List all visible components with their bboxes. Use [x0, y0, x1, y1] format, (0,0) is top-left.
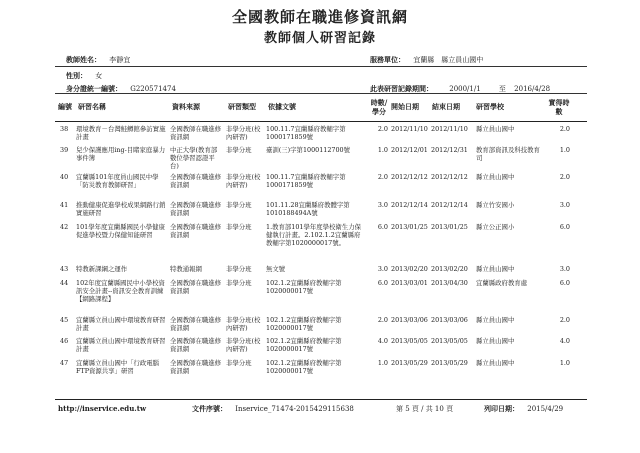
row-hours: 2.0: [377, 316, 388, 324]
id-value: G220571474: [130, 85, 176, 93]
period-label: 此表研習記錄期間：: [370, 84, 433, 93]
period-start: 2000/1/1: [449, 85, 481, 93]
row-type: 非學分班(校內研習): [226, 125, 261, 142]
row-start: 2013/02/20: [391, 265, 428, 273]
row-num: 41: [60, 201, 69, 209]
page-info: 第 5 頁 / 共 10 頁: [396, 405, 454, 413]
row-start: 2013/05/29: [391, 359, 428, 367]
print-date-label: 列印日期：: [484, 404, 519, 413]
page-subtitle: 教師個人研習記錄: [263, 31, 376, 46]
row-num: 43: [60, 265, 69, 273]
row-start: 2012/11/10: [391, 125, 428, 133]
row-school: 教育部資訊及科技教育司: [476, 146, 540, 163]
row-start: 2013/03/01: [391, 279, 428, 287]
row-start: 2012/12/12: [391, 173, 428, 181]
row-doc: 102.1.2宜蘭縣府教輔字第1020000017號: [266, 359, 342, 376]
row-credit: 1.0: [559, 146, 570, 154]
row-credit: 6.0: [559, 279, 570, 287]
row-doc: 101.11.28宜蘭縣府教體字第1010188494A號: [266, 201, 350, 218]
gender-label: 性別：: [66, 71, 87, 80]
row-school: 縣立員山國中: [476, 265, 515, 273]
row-num: 47: [60, 359, 69, 367]
print-date-line: [484, 404, 563, 414]
row-num: 39: [60, 146, 69, 154]
row-type: 非學分班: [226, 146, 252, 154]
footer-doc-serial: [192, 404, 354, 414]
footer-divider: [55, 399, 587, 400]
row-end: 2013/01/25: [431, 223, 468, 231]
row-doc: 102.1.2宜蘭縣府教輔字第1020000017號: [266, 279, 342, 296]
row-source: 全國教師在職進修資訊網: [170, 223, 222, 240]
gender-line: [66, 71, 102, 81]
row-source: 全國教師在職進修資訊網: [170, 316, 222, 333]
row-hours: 6.0: [377, 223, 388, 231]
gender-value: 女: [95, 72, 103, 80]
col-end: 結束日期: [432, 102, 460, 111]
row-source: 全國教師在職進修資訊網: [170, 201, 222, 218]
doc-serial-label: 文件序號：: [192, 404, 227, 413]
row-course: 兒少保護應用ing-目睹家庭暴力事件簿: [76, 146, 166, 163]
row-num: 44: [60, 279, 69, 287]
row-source: 全國教師在職進修資訊網: [170, 337, 222, 354]
teacher-name: 李靜宜: [109, 56, 131, 64]
row-type: 非學分班: [226, 359, 252, 367]
col-num: 編號: [58, 102, 72, 111]
doc-serial: Inservice_71474-2015429115638: [235, 405, 354, 413]
row-num: 42: [60, 223, 69, 231]
row-course: 宜蘭縣101年度員山國民中學「防災教育教師研習」: [76, 173, 159, 190]
id-label: 身分證統一編號：: [66, 84, 122, 93]
unit-line: [370, 55, 483, 65]
print-date: 2015/4/29: [527, 405, 564, 413]
row-school: 宜蘭縣政府教育處: [476, 279, 528, 287]
row-doc: 102.1.2宜蘭縣府教輔字第1020000017號: [266, 337, 342, 354]
period-end: 2016/4/28: [514, 85, 551, 93]
row-hours: 2.0: [377, 125, 388, 133]
row-source: 全國教師在職進修資訊網: [170, 359, 222, 376]
row-doc: 臺訓(三)字第1000112700號: [266, 146, 350, 154]
row-credit: 6.0: [559, 223, 570, 231]
row-end: 2012/11/10: [431, 125, 468, 133]
row-end: 2013/03/06: [431, 316, 468, 324]
row-num: 40: [60, 173, 69, 181]
row-credit: 1.0: [559, 359, 570, 367]
col-type: 研習類型: [228, 102, 256, 111]
row-end: 2013/05/05: [431, 337, 468, 345]
row-type: 非學分班: [226, 223, 252, 231]
row-course: 宜蘭縣立員山國中環境教育研習計畫: [76, 316, 166, 333]
row-end: 2012/12/31: [431, 146, 468, 154]
row-course: 宜蘭縣立員山國中「行政電腦FTP資源共享」研習: [76, 359, 160, 376]
footer-url[interactable]: http://inservice.edu.tw: [58, 404, 146, 413]
row-hours: 1.0: [377, 359, 388, 367]
row-credit: 2.0: [559, 173, 570, 181]
row-course: 102年度宜蘭縣國民中小學校資訊安全計畫--資訊安全教育訓練【網路課程】: [76, 279, 165, 304]
row-school: 縣立員山國中: [476, 337, 515, 345]
row-start: 2013/03/06: [391, 316, 428, 324]
page-title: 全國教師在職進修資訊網: [231, 8, 408, 26]
row-school: 縣立員山國中: [476, 173, 515, 181]
divider: [55, 93, 587, 94]
row-credit: 2.0: [559, 125, 570, 133]
row-credit: 3.0: [559, 265, 570, 273]
row-source: 特教通報網: [170, 265, 202, 273]
row-credit: 4.0: [559, 337, 570, 345]
col-source: 資料來源: [172, 102, 200, 111]
row-start: 2013/05/05: [391, 337, 428, 345]
row-type: 非學分班(校內研習): [226, 337, 261, 354]
row-school: 縣立公正國小: [476, 223, 515, 231]
row-end: 2013/05/29: [431, 359, 468, 367]
col-credit: 實得時數: [548, 98, 570, 116]
row-type: 非學分班: [226, 279, 252, 287]
row-course: 環境教育－台灣鮭鱒館參訪實施計畫: [76, 125, 166, 142]
col-hours: 時數/學分: [370, 98, 388, 116]
row-hours: 6.0: [377, 279, 388, 287]
row-start: 2012/12/01: [391, 146, 428, 154]
table-header-divider: [55, 121, 587, 122]
row-source: 全國教師在職進修資訊網: [170, 279, 222, 296]
row-type: 非學分班: [226, 201, 252, 209]
row-course: 宜蘭縣立員山國中環境教育研習計畫: [76, 337, 166, 354]
col-course: 研習名稱: [78, 102, 106, 111]
col-doc: 依據文號: [268, 102, 296, 111]
row-doc: 1.教育部101學年度學校衛生力保健執行計畫。2.102.1.2宜蘭縣府教輔字第1020000017號。: [266, 223, 361, 248]
row-start: 2012/12/14: [391, 201, 428, 209]
row-end: 2012/12/14: [431, 201, 468, 209]
row-course: 推動健康促進學校成果網路行銷實施研習: [76, 201, 166, 218]
teacher-name-line: [66, 55, 130, 65]
row-num: 46: [60, 337, 69, 345]
row-type: 非學分班: [226, 265, 252, 273]
row-hours: 2.0: [377, 173, 388, 181]
row-hours: 3.0: [377, 201, 388, 209]
row-type: 非學分班(校內研習): [226, 173, 261, 190]
row-school: 縣立員山國中: [476, 316, 515, 324]
divider: [55, 66, 587, 67]
row-type: 非學分班(校內研習): [226, 316, 261, 333]
row-school: 縣立竹安國小: [476, 201, 515, 209]
row-course: 101學年度宜蘭縣國民小學健康促進學校暨力保健知能研習: [76, 223, 165, 240]
row-source: 全國教師在職進修資訊網: [170, 125, 222, 142]
unit-label: 服務單位：: [370, 55, 405, 64]
row-school: 縣立員山國中: [476, 359, 515, 367]
row-end: 2013/02/20: [431, 265, 468, 273]
row-credit: 3.0: [559, 201, 570, 209]
row-hours: 4.0: [377, 337, 388, 345]
col-school: 研習學校: [476, 102, 504, 111]
row-source: 中正大學(教育部數位學習認證平台): [170, 146, 218, 171]
row-num: 38: [60, 125, 69, 133]
col-start: 開始日期: [391, 102, 419, 111]
unit-value: 宜蘭縣 縣立員山國中: [413, 56, 484, 64]
row-doc: 100.11.7宜蘭縣府教輔字第1000171859號: [266, 125, 346, 142]
row-doc: 100.11.7宜蘭縣府教輔字第1000171859號: [266, 173, 346, 190]
row-doc: 無文號: [266, 265, 286, 273]
row-source: 全國教師在職進修資訊網: [170, 173, 222, 190]
row-hours: 3.0: [377, 265, 388, 273]
teacher-name-label: 教師姓名：: [66, 55, 101, 64]
row-doc: 102.1.2宜蘭縣府教輔字第1020000017號: [266, 316, 342, 333]
row-start: 2013/01/25: [391, 223, 428, 231]
row-school: 縣立員山國中: [476, 125, 515, 133]
row-course: 特教新課綱之運作: [76, 265, 128, 273]
row-hours: 1.0: [377, 146, 388, 154]
period-sep: 至: [498, 85, 506, 93]
row-end: 2012/12/12: [431, 173, 468, 181]
row-credit: 2.0: [559, 316, 570, 324]
row-num: 45: [60, 316, 69, 324]
row-end: 2013/04/30: [431, 279, 468, 287]
